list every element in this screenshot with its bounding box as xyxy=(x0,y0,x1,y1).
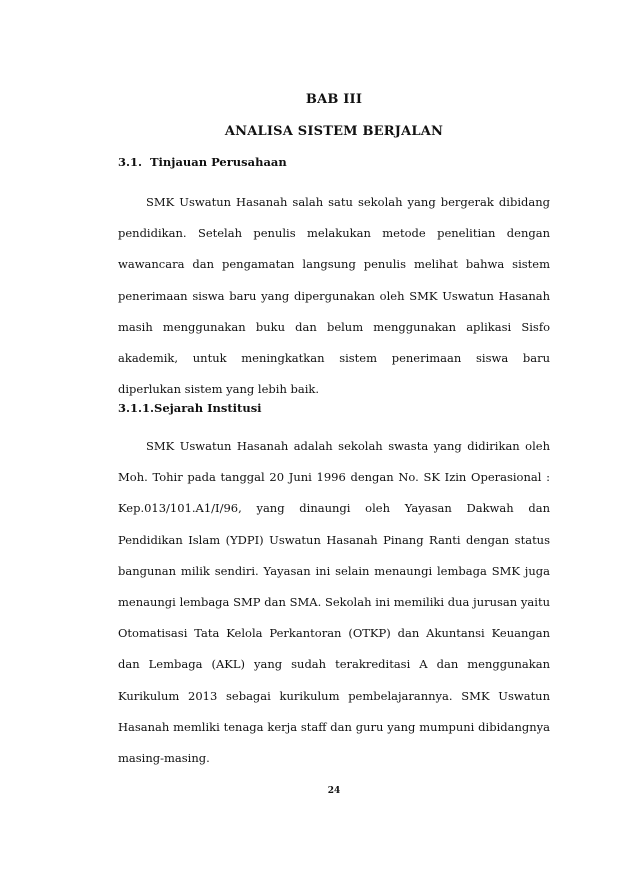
paragraph-sejarah-institusi: SMK Uswatun Hasanah adalah sekolah swasta yang didirikan oleh Moh. Tohir pada tanggal 20 Juni 1996 dengan No. SK Izin Operasional : Kep.013/101.A1/I/96, yang dinaungi oleh Yayasan Dakwah dan Pendidikan Islam (YDPI) Uswatun Hasanah Pinang Ranti dengan status bangunan milik sendiri. Yayasan ini selain menaungi lembaga SMK juga menaungi lembaga SMP dan SMA. Sekolah ini memiliki dua jurusan yaitu Otomatisasi Tata Kelola Perkantoran (OTKP) dan Akuntansi Keuangan dan Lembaga (AKL) yang sudah terakreditasi A dan menggunakan Kurikulum 2013 sebagai kurikulum pembelajarannya. SMK Uswatun Hasanah memliki tenaga kerja staff dan guru yang mumpuni dibidangnya masing-masing. xyxy=(118,439,550,766)
section-number: 3.1. xyxy=(118,155,143,169)
section-heading-3-1 xyxy=(118,155,287,169)
section-title: Tinjauan Perusahaan xyxy=(150,155,287,169)
section-heading-3-1-1: 3.1.1.Sejarah Institusi xyxy=(118,401,262,415)
chapter-title: ANALISA SISTEM BERJALAN xyxy=(224,124,444,139)
paragraph-tinjauan-perusahaan: SMK Uswatun Hasanah salah satu sekolah yang bergerak dibidang pendidikan. Setelah penulis melakukan metode penelitian dengan wawancara dan pengamatan langsung penulis melihat bahwa sistem penerimaan siswa baru yang dipergunakan oleh SMK Uswatun Hasanah masih menggunakan buku dan belum menggunakan aplikasi Sisfo akademik, untuk meningkatkan sistem penerimaan siswa baru diperlukan sistem yang lebih baik. xyxy=(118,195,550,397)
chapter-label: BAB III xyxy=(305,92,363,107)
page-number: 24 xyxy=(327,786,341,796)
